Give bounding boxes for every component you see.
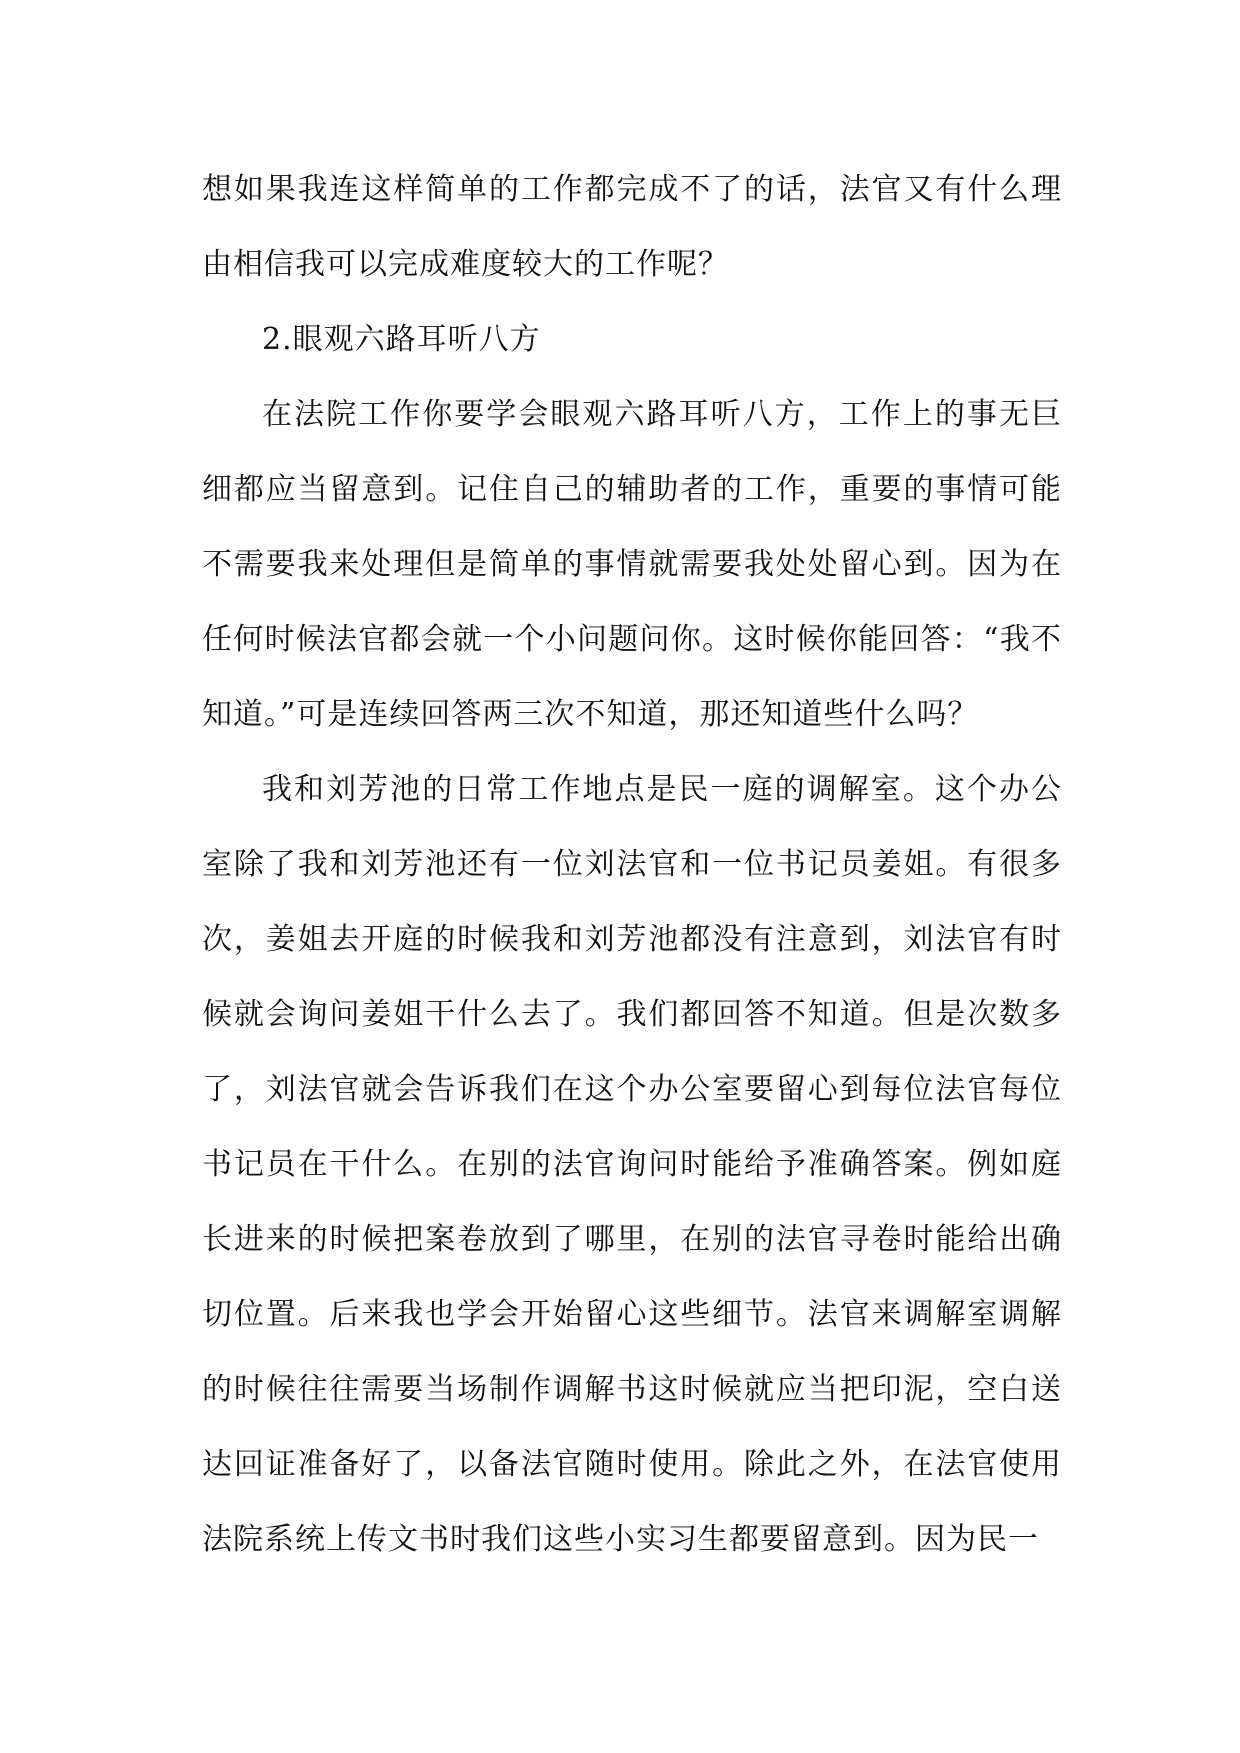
paragraph-observation: 在法院工作你要学会眼观六路耳听八方，工作上的事无巨细都应当留意到。记住自己的辅助者的工作，重要的事情可能不需要我来处理但是简单的事情就需要我处处留心到。因为在任何时候法官都会就一个小问题问你。这时候你能回答：“我不知道。”可是连续回答两三次不知道，那还知道些什么吗？ (202, 397, 1062, 732)
paragraph-continuation: 想如果我连这样简单的工作都完成不了的话，法官又有什么理由相信我可以完成难度较大的工作呢？ (202, 172, 1062, 282)
section-heading: 2.眼观六路耳听八方 (262, 322, 541, 357)
paragraph-mediation-room: 我和刘芳池的日常工作地点是民一庭的调解室。这个办公室除了我和刘芳池还有一位刘法官和一位书记员姜姐。有很多次，姜姐去开庭的时候我和刘芳池都没有注意到，刘法官有时候就会询问姜姐干什么去了。我们都回答不知道。但是次数多了，刘法官就会告诉我们在这个办公室要留心到每位法官每位书记员在干什么。在别的法官询问时能给予准确答案。例如庭长进来的时候把案卷放到了哪里，在别的法官寻卷时能给出确切位置。后来我也学会开始留心这些细节。法官来调解室调解的时候往往需要当场制作调解书这时候就应当把印泥，空白送达回证准备好了，以备法官随时使用。除此之外，在法官使用法院系统上传文书时我们这些小实习生都要留意到。因为民一 (202, 772, 1062, 1557)
document-body (202, 152, 1062, 1577)
